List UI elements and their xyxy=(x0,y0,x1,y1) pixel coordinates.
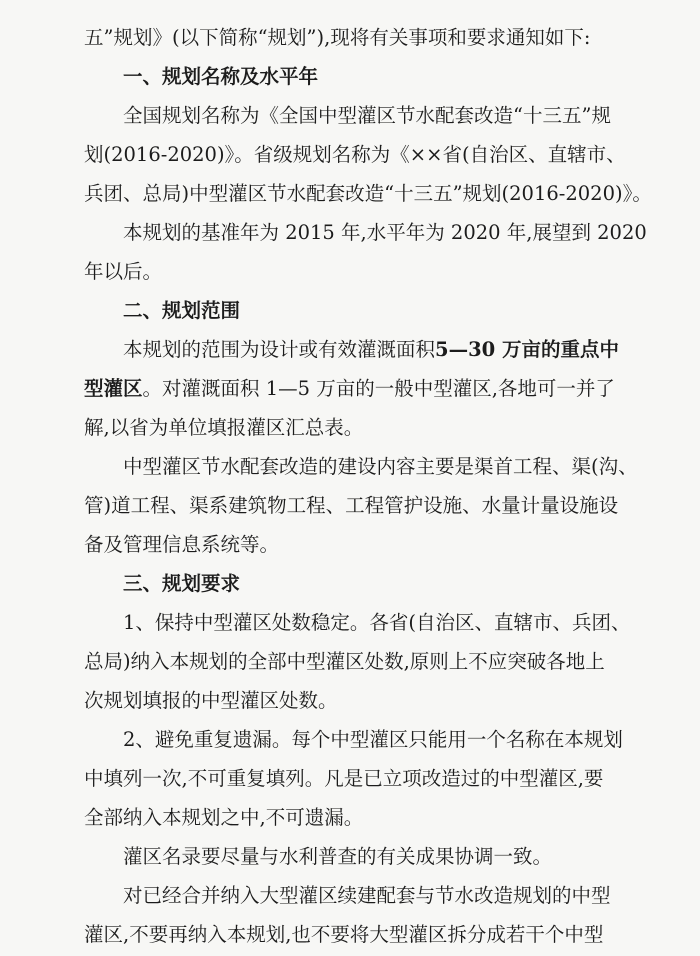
plain-text: 。对灌溉面积 1—5 万亩的一般中型灌区,各地可一并了 xyxy=(142,377,615,400)
paragraph-line: 灌区,不要再纳入本规划,也不要将大型灌区拆分成若干个中型 xyxy=(84,923,604,946)
paragraph-line: 全国规划名称为《全国中型灌区节水配套改造“十三五”规 xyxy=(123,104,611,127)
bold-text: 型灌区 xyxy=(84,377,143,400)
paragraph-line: 灌区名录要尽量与水利普查的有关成果协调一致。 xyxy=(123,845,553,868)
paragraph-line: 本规划的基准年为 2015 年,水平年为 2020 年,展望到 2020 xyxy=(123,221,647,244)
paragraph-line: 兵团、总局)中型灌区节水配套改造“十三五”规划(2016-2020)》。 xyxy=(84,182,652,205)
paragraph-line: 年以后。 xyxy=(84,260,163,283)
plain-text: 本规划的范围为设计或有效灌溉面积 xyxy=(123,338,436,361)
paragraph-line: 总局)纳入本规划的全部中型灌区处数,原则上不应突破各地上 xyxy=(84,650,605,673)
section-heading-name-year: 一、规划名称及水平年 xyxy=(123,65,319,88)
paragraph-line: 解,以省为单位填报灌区汇总表。 xyxy=(84,416,364,439)
paragraph-line: 中填列一次,不可重复填列。凡是已立项改造过的中型灌区,要 xyxy=(84,767,604,790)
paragraph-line: 1、保持中型灌区处数稳定。各省(自治区、直辖市、兵团、 xyxy=(123,611,631,634)
paragraph-line: 划(2016-2020)》。省级规划名称为《××省(自治区、直辖市、 xyxy=(84,143,626,166)
paragraph-line: 管)道工程、渠系建筑物工程、工程管护设施、水量计量设施设 xyxy=(84,494,619,517)
paragraph-line: 备及管理信息系统等。 xyxy=(84,533,280,556)
paragraph-line-mixed xyxy=(84,369,656,408)
section-heading-scope: 二、规划范围 xyxy=(123,299,241,322)
paragraph-line: 中型灌区节水配套改造的建设内容主要是渠首工程、渠(沟、 xyxy=(123,455,638,478)
intro-line: 五”规划》(以下简称“规划”),现将有关事项和要求通知如下: xyxy=(84,26,591,49)
bold-text: 5—30 万亩的重点中 xyxy=(435,338,620,361)
section-heading-requirements: 三、规划要求 xyxy=(123,572,241,595)
paragraph-line: 次规划填报的中型灌区处数。 xyxy=(84,689,338,712)
paragraph-line: 全部纳入本规划之中,不可遗漏。 xyxy=(84,806,364,829)
paragraph-line-mixed xyxy=(84,330,656,369)
paragraph-line: 对已经合并纳入大型灌区续建配套与节水改造规划的中型 xyxy=(123,884,611,907)
paragraph-line: 2、避免重复遗漏。每个中型灌区只能用一个名称在本规划 xyxy=(123,728,623,751)
